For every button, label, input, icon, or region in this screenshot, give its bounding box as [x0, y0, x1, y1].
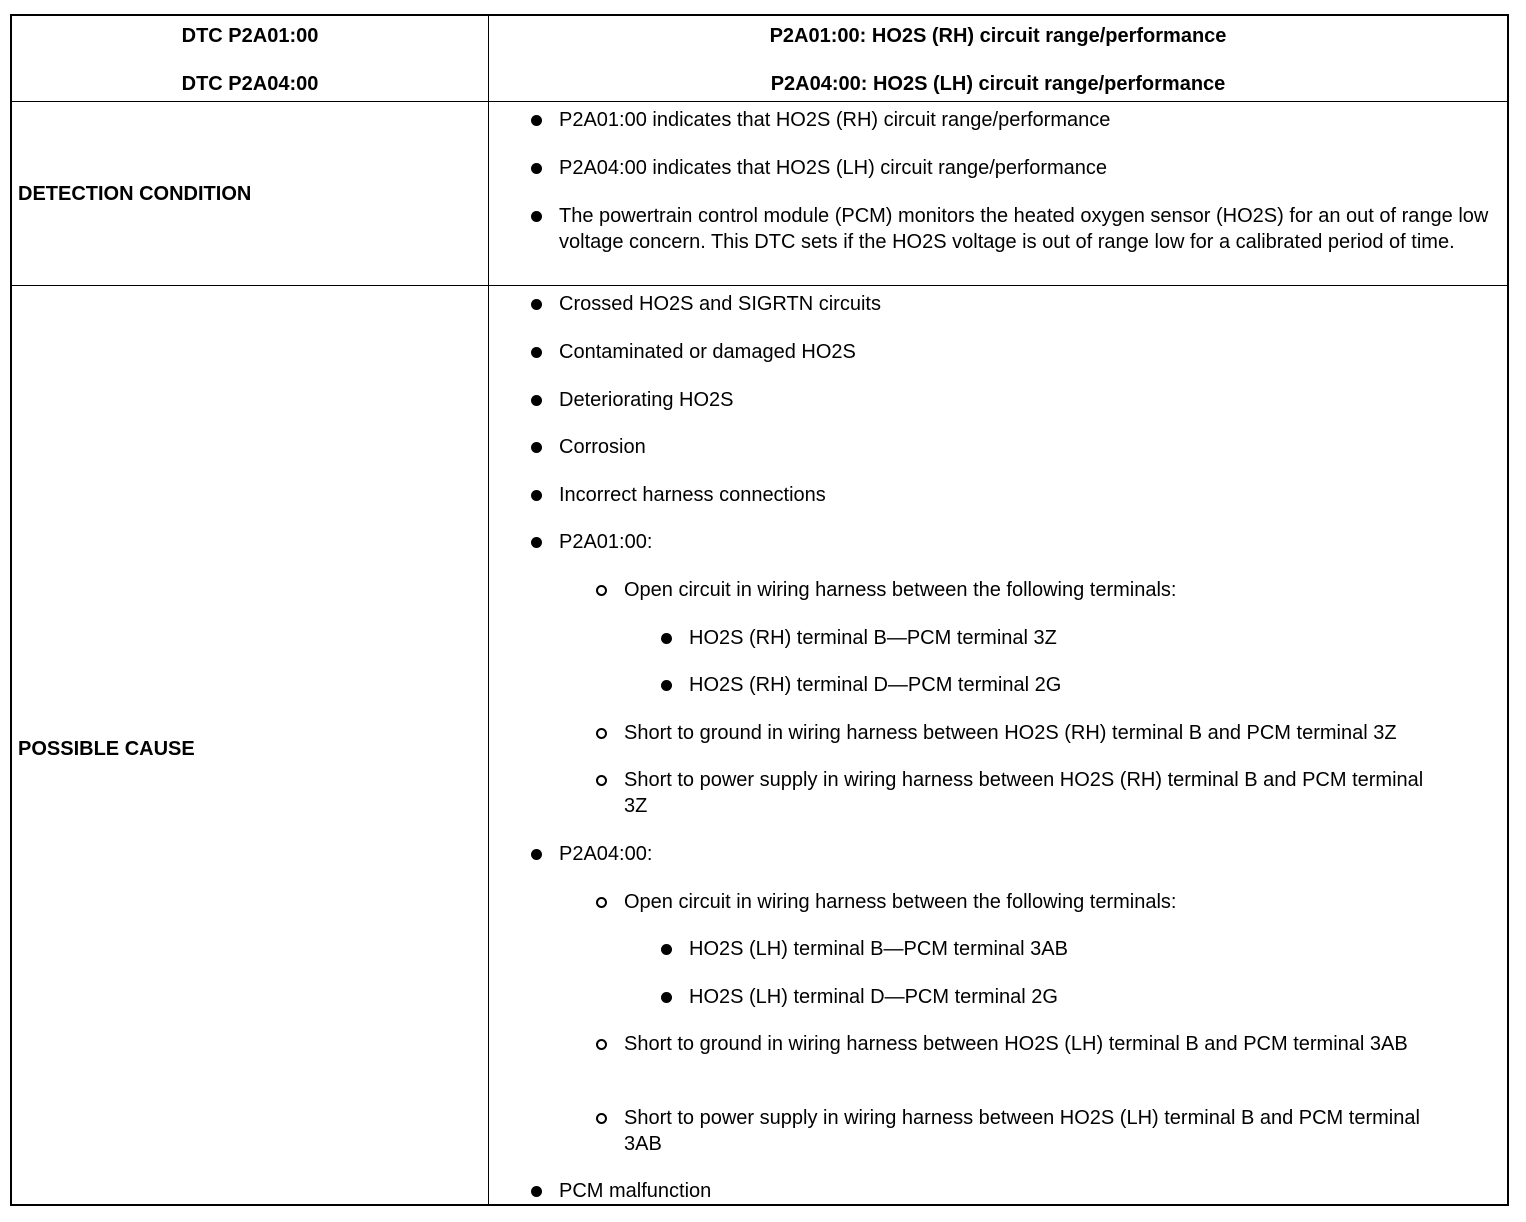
circle-bullet-icon — [596, 897, 607, 908]
list-item: PCM malfunction — [559, 1180, 712, 1202]
list-item: Deteriorating HO2S — [559, 389, 734, 411]
dtc-code-2: DTC P2A04:00 — [181, 73, 319, 95]
sub-sub-list-item: HO2S (LH) terminal D—PCM terminal 2G — [689, 986, 1058, 1008]
cause-label-cell — [12, 286, 488, 1206]
dtc-description-1: P2A01:00: HO2S (RH) circuit range/performance — [769, 25, 1227, 47]
detection-content-cell — [489, 102, 1507, 285]
bullet-icon — [531, 299, 542, 310]
sub-list-item: Short to ground in wiring harness between HO2S (LH) terminal B and PCM terminal 3AB — [624, 1033, 1408, 1055]
list-item: P2A01:00 indicates that HO2S (RH) circuit range/performance — [559, 109, 1111, 131]
bullet-icon — [531, 849, 542, 860]
detection-label-cell — [12, 102, 488, 285]
list-item: P2A01:00: — [559, 531, 653, 553]
dtc-document-table — [10, 14, 1509, 1206]
bullet-icon — [531, 395, 542, 406]
bullet-icon — [531, 115, 542, 126]
dtc-description-2: P2A04:00: HO2S (LH) circuit range/performance — [770, 73, 1226, 95]
sub-sub-list-item: HO2S (RH) terminal D—PCM terminal 2G — [689, 674, 1062, 696]
sub-list-item: Short to ground in wiring harness between HO2S (RH) terminal B and PCM terminal 3Z — [624, 722, 1397, 744]
detection-condition-row — [12, 101, 1507, 285]
header-row — [12, 16, 1507, 101]
list-item: Corrosion — [559, 436, 646, 458]
possible-cause-label: POSSIBLE CAUSE — [18, 738, 195, 760]
bullet-icon — [661, 633, 672, 644]
sub-list-item: Open circuit in wiring harness between the following terminals: — [624, 891, 1177, 913]
circle-bullet-icon — [596, 728, 607, 739]
sub-sub-list-item: HO2S (LH) terminal B—PCM terminal 3AB — [689, 938, 1068, 960]
circle-bullet-icon — [596, 585, 607, 596]
bullet-icon — [531, 211, 542, 222]
possible-cause-row — [12, 285, 1507, 1206]
header-right-cell — [489, 16, 1507, 101]
sub-sub-list-item: HO2S (RH) terminal B—PCM terminal 3Z — [689, 627, 1057, 649]
list-item: Contaminated or damaged HO2S — [559, 341, 856, 363]
bullet-icon — [531, 537, 542, 548]
bullet-icon — [531, 490, 542, 501]
bullet-icon — [661, 944, 672, 955]
bullet-icon — [531, 163, 542, 174]
circle-bullet-icon — [596, 1039, 607, 1050]
dtc-code-1: DTC P2A01:00 — [181, 25, 319, 47]
detection-condition-label: DETECTION CONDITION — [18, 183, 252, 205]
circle-bullet-icon — [596, 1113, 607, 1124]
bullet-icon — [661, 992, 672, 1003]
list-item: P2A04:00: — [559, 843, 653, 865]
sub-list-item: Short to power supply in wiring harness between HO2S (LH) terminal B and PCM terminal 3AB — [624, 1107, 1420, 1155]
list-item: Crossed HO2S and SIGRTN circuits — [559, 293, 881, 315]
bullet-icon — [531, 442, 542, 453]
header-left-cell — [12, 16, 488, 101]
list-item: The powertrain control module (PCM) monitors the heated oxygen sensor (HO2S) for an out of range low voltage concern. This DTC sets if the HO2S voltage is out of range low for a calibrated period of time. — [559, 205, 1489, 253]
sub-list-item: Open circuit in wiring harness between the following terminals: — [624, 579, 1177, 601]
list-item: Incorrect harness connections — [559, 484, 826, 506]
bullet-icon — [531, 1186, 542, 1197]
sub-list-item: Short to power supply in wiring harness between HO2S (RH) terminal B and PCM terminal 3Z — [624, 769, 1424, 817]
bullet-icon — [661, 680, 672, 691]
circle-bullet-icon — [596, 775, 607, 786]
cause-content-cell — [489, 286, 1507, 1206]
list-item: P2A04:00 indicates that HO2S (LH) circuit range/performance — [559, 157, 1108, 179]
bullet-icon — [531, 347, 542, 358]
